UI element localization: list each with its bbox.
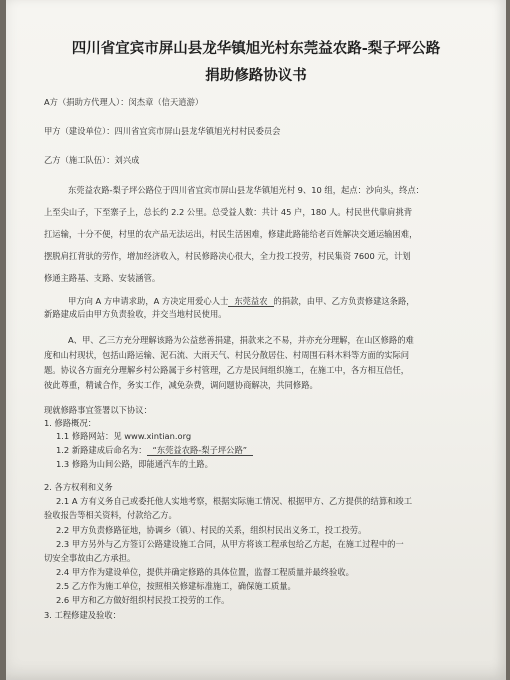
document-title-line2: 捐助修路协议书 (205, 67, 307, 84)
clause-2-6: 2.6 甲方和乙方做好组织村民投工投劳的工作。 (56, 595, 230, 605)
clause-2-3: 切安全事故由乙方承担。 (44, 553, 136, 563)
section-3-heading: 3. 工程修建及验收： (44, 610, 121, 620)
clause-2-1: 验收报告等相关资料，付款给乙方。 (44, 510, 177, 520)
paragraph-3-line: A、甲、乙三方充分理解该路为公益慈善捐建，捐款来之不易，并亦充分理解，在山区修路的难 (68, 335, 414, 345)
clause-1-1 (56, 431, 191, 441)
party-jia: 甲方（建设单位）：四川省宜宾市屏山县龙华镇旭光村村民委员会 (44, 126, 281, 136)
paragraph-1-line: 东莞益农路-梨子坪公路位于四川省宜宾市屏山县龙华镇旭光村 9、10 组，起点：沙向头，终点： (68, 185, 424, 195)
paragraph-2-pre: 甲方向 A 方申请求助，A 方决定用爱心人士 (68, 296, 229, 306)
clause-1-2 (56, 445, 253, 455)
clause-2-5: 2.5 乙方作为施工单位，按照相关修建标准施工，确保施工质量。 (56, 581, 296, 591)
clause-2-2: 2.2 甲方负责修路征地，协调乡（镇）、村民的关系，组织村民出义务工，投工投劳。 (56, 525, 367, 535)
clause-1-1-label: 1.1 修路网站：见 (56, 431, 122, 441)
paragraph-1-line: 修通主路基、支路、安装涵管。 (44, 273, 161, 283)
document-title-line1: 四川省宜宾市屏山县龙华镇旭光村东莞益农路-梨子坪公路 (71, 40, 441, 57)
paragraph-3-line: 度和山村现状，包括山路运输、泥石流、大雨天气、村民分散居住、村周围石料木料等方面的实际问 (44, 350, 410, 360)
paragraph-3-line: 题。协议各方面充分理解乡村公路属于乡村管理，乙方是民间组织施工，在施工中，各方相互信任， (44, 365, 410, 375)
section-2-heading: 2. 各方权利和义务 (44, 482, 113, 492)
clause-1-2-label: 1.2 新路建成后命名为： (56, 445, 147, 455)
paragraph-2-line (68, 296, 415, 306)
paragraph-1-line: 上至尖山子，下至寨子上，总长约 2.2 公里。总受益人数：共计 45 户，180 人。村民世代靠肩挑背 (44, 207, 413, 217)
section-1-heading: 1. 修路概况： (44, 418, 97, 428)
paragraph-2-post: 的捐款，由甲、乙方负责修建这条路， (273, 296, 415, 306)
clause-2-3: 2.3 甲方另外与乙方签订公路建设施工合同，从甲方将该工程承包给乙方起，在施工过程中的一 (56, 539, 404, 549)
paragraph-1-line: 扛运输，十分不便，村里的农产品无法运出，村民生活困难，修建此路能给老百姓解决交通运输困难， (44, 229, 418, 239)
paragraph-2-line: 新路建成后由甲方负责验收，并交当地村民使用。 (44, 309, 227, 319)
paragraph-3-line: 彼此尊重，精诚合作，务实工作，减免杂费，调问题协商解决，共同修路。 (44, 380, 318, 390)
road-name: “东莞益农路-梨子坪公路” (147, 445, 254, 456)
party-yi: 乙方（施工队伍）：刘兴成 (44, 155, 140, 165)
clauses-intro: 现就修路事宜签署以下协议： (44, 405, 152, 415)
clause-1-3: 1.3 修路为山间公路，即能通汽车的土路。 (56, 459, 213, 469)
party-a: A方（捐助方代理人）：闵杰章（信天逍游） (44, 97, 204, 107)
donor-name: 东莞益农 (228, 296, 273, 307)
clause-2-4: 2.4 甲方作为建设单位，提供并确定修路的具体位置，监督工程质量并最终验收。 (56, 567, 354, 577)
paragraph-1-line: 摆脱肩扛背驮的劳作，增加经济收入，村民修路决心很大，全力投工投劳，村民集资 7600 元，计划 (44, 251, 411, 261)
agreement-document (6, 0, 506, 680)
clause-2-1: 2.1 A 方有义务自己或委托他人实地考察，根据实际施工情况、根据甲方、乙方提供的结算和竣工 (56, 496, 413, 506)
website-link[interactable]: www.xintian.org (124, 431, 192, 441)
